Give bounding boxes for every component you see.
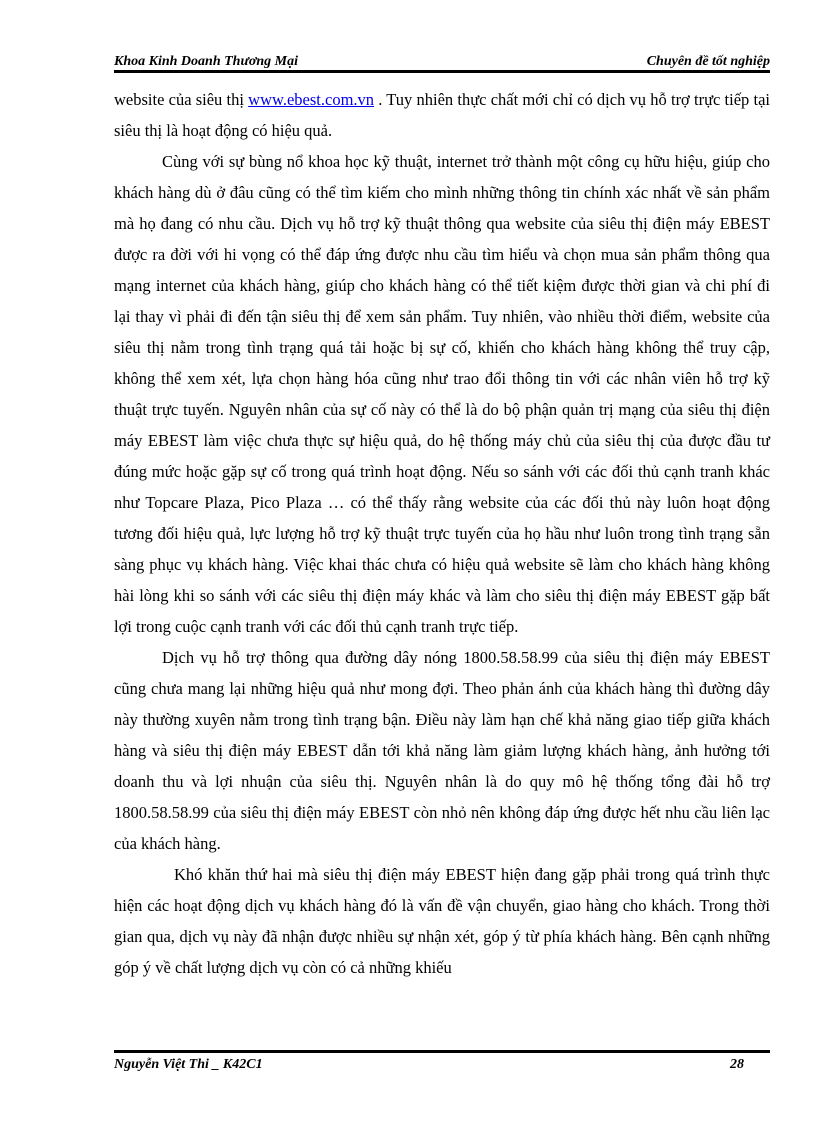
page-number: 28 <box>730 1057 744 1072</box>
header-department: Khoa Kinh Doanh Thương Mại <box>114 54 298 69</box>
paragraph-1: website của siêu thị www.ebest.com.vn . Tuy nhiên thực chất mới chỉ có dịch vụ hỗ trợ trực tiếp tại siêu thị là hoạt động có hiệu quả. <box>114 90 771 140</box>
page-header <box>114 50 770 70</box>
paragraph-2: Cùng với sự bùng nổ khoa học kỹ thuật, internet trở thành một công cụ hữu hiệu, giúp cho khách hàng dù ở đâu cũng có thể tìm kiếm cho mình những thông tin chính xác nhất về sản phẩm mà họ đang có nhu cầu. Dịch vụ hỗ trợ kỹ thuật thông qua website của siêu thị điện máy EBEST được ra đời với hi vọng có thể đáp ứng được nhu cầu tìm hiểu và chọn mua sản phẩm thông qua mạng internet của khách hàng, giúp cho khách hàng có thể tiết kiệm được thời gian và chi phí đi lại thay vì phải đi đến tận siêu thị để xem sản phẩm. Tuy nhiên, vào nhiều thời điểm, website của siêu thị nằm trong tình trạng quá tải hoặc bị sự cố, khiến cho khách hàng không thể truy cập, không thể xem xét, lựa chọn hàng hóa cũng như trao đổi thông tin với các nhân viên hỗ trợ kỹ thuật trực tuyến. Nguyên nhân của sự cố này có thể là do bộ phận quản trị mạng của siêu thị điện máy EBEST làm việc chưa thực sự hiệu quả, do hệ thống máy chủ của siêu thị của được đầu tư đúng mức hoặc gặp sự cố trong quá trình hoạt động. Nếu so sánh với các đối thủ cạnh tranh khác như Topcare Plaza, Pico Plaza … có thể thấy rằng website của các đối thủ này luôn hoạt động tương đối hiệu quả, lực lượng hỗ trợ kỹ thuật trực tuyến của họ hầu như luôn trong tình trạng sẵn sàng phục vụ khách hàng. Việc khai thác chưa có hiệu quả website sẽ làm cho khách hàng không hài lòng khi so sánh với các siêu thị điện máy khác và làm cho siêu thị điện máy EBEST gặp bất lợi trong cuộc cạnh tranh với các đối thủ cạnh tranh trực tiếp. <box>114 152 770 636</box>
paragraph-4: Khó khăn thứ hai mà siêu thị điện máy EBEST hiện đang gặp phải trong quá trình thực hiện các hoạt động dịch vụ khách hàng đó là vấn đề vận chuyển, giao hàng cho khách. Trong thời gian qua, dịch vụ này đã nhận được nhiều sự nhận xét, góp ý từ phía khách hàng. Bên cạnh những góp ý về chất lượng dịch vụ còn có cả những khiếu <box>114 865 770 977</box>
website-link[interactable]: www.ebest.com.vn <box>248 90 375 109</box>
paragraph-3: Dịch vụ hỗ trợ thông qua đường dây nóng 1800.58.58.99 của siêu thị điện máy EBEST cũng chưa mang lại những hiệu quả như mong đợi. Theo phản ánh của khách hàng thì đường dây này thường xuyên nằm trong tình trạng bận. Điều này làm hạn chế khả năng giao tiếp giữa khách hàng và siêu thị điện máy EBEST dẫn tới khả năng làm giảm lượng khách hàng, ảnh hưởng tới doanh thu và lợi nhuận của siêu thị. Nguyên nhân là do quy mô hệ thống tổng đài hỗ trợ 1800.58.58.99 của siêu thị điện máy EBEST còn nhỏ nên không đáp ứng được hết nhu cầu liên lạc của khách hàng. <box>114 648 770 853</box>
header-document-type: Chuyên đề tốt nghiệp <box>646 54 770 69</box>
page-footer <box>114 1057 770 1077</box>
document-body <box>114 84 770 983</box>
header-divider <box>114 70 770 73</box>
footer-divider <box>114 1050 770 1053</box>
footer-author: Nguyễn Việt Thi _ K42C1 <box>114 1057 263 1072</box>
